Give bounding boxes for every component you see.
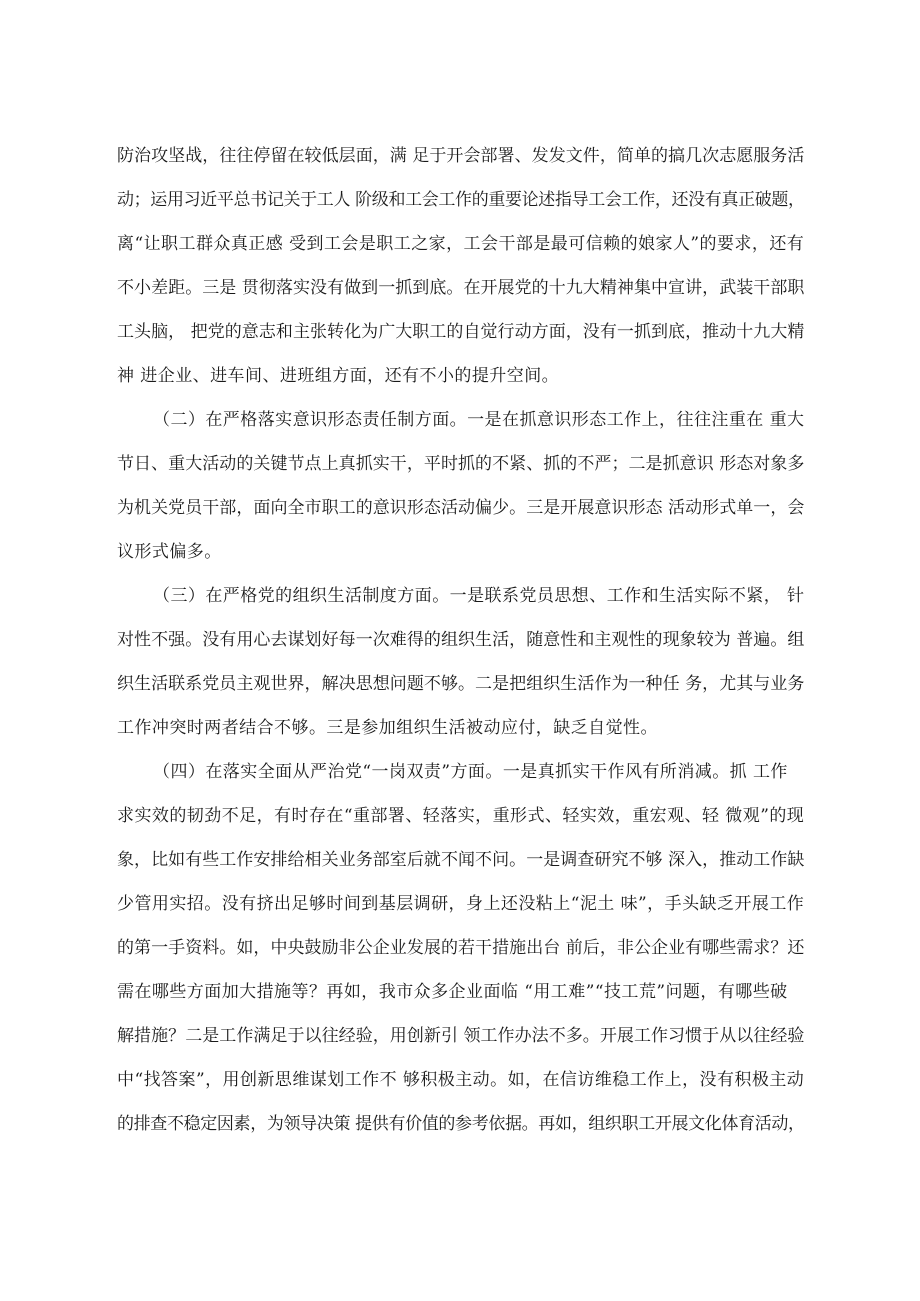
- body-text-line: 离“让职工群众真正感 受到工会是职工之家，工会干部是最可信赖的娘家人”的要求，还有: [117, 234, 805, 254]
- body-text-line: 工作冲突时两者结合不够。三是参加组织生活被动应付，缺乏自觉性。: [117, 718, 658, 738]
- body-text-line: 防治攻坚战，往往停留在较低层面，满 足于开会部署、发发文件，简单的搞几次志愿服务活: [117, 146, 805, 166]
- body-text-line: 的排查不稳定因素，为领导决策 提供有价值的参考依据。再如，组织职工开展文化体育活动，: [117, 1114, 805, 1134]
- body-text-line: 中“找答案”，用创新思维谋划工作不 够积极主动。如，在信访维稳工作上，没有积极主动: [117, 1070, 805, 1090]
- body-text-line: 求实效的韧劲不足，有时存在“重部署、轻落实，重形式、轻实效，重宏观、轻 微观”的现: [117, 806, 805, 826]
- body-text-line: 需在哪些方面加大措施等？再如，我市众多企业面临 “用工难”“技工荒”问题，有哪些破: [117, 982, 788, 1002]
- body-text-line: 对性不强。没有用心去谋划好每一次难得的组织生活，随意性和主观性的现象较为 普遍。组: [117, 630, 805, 650]
- body-text-line: 议形式偏多。: [117, 542, 222, 562]
- body-text-line: 不小差距。三是 贯彻落实没有做到一抓到底。在开展党的十九大精神集中宣讲，武装干部职: [117, 278, 805, 298]
- body-text-line: 神 进企业、进车间、进班组方面，还有不小的提升空间。: [117, 366, 560, 386]
- body-text-line: 节日、重大活动的关键节点上真抓实干，平时抓的不紧、抓的不严；二是抓意识 形态对象多: [117, 454, 805, 474]
- paragraph-heading-2: （二）在严格落实意识形态责任制方面。一是在抓意识形态工作上，往往注重在 重大: [153, 410, 805, 430]
- body-text-line: 象，比如有些工作安排给相关业务部室后就不闻不问。一是调查研究不够 深入，推动工作缺: [117, 850, 805, 870]
- body-text-line: 解措施？二是工作满足于以往经验，用创新引 领工作办法不多。开展工作习惯于从以往经验: [117, 1026, 805, 1046]
- body-text-line: 织生活联系党员主观世界，解决思想问题不够。二是把组织生活作为一种任 务，尤其与业务: [117, 674, 805, 694]
- body-text-line: 动；运用习近平总书记关于工人 阶级和工会工作的重要论述指导工会工作，还没有真正破题，: [117, 190, 805, 210]
- body-text-line: 为机关党员干部，面向全市职工的意识形态活动偏少。三是开展意识形态 活动形式单一，会: [117, 498, 805, 518]
- paragraph-heading-4: （四）在落实全面从严治党“一岗双责”方面。一是真抓实干作风有所消减。抓 工作: [153, 762, 788, 782]
- body-text-line: 工头脑， 把党的意志和主张转化为广大职工的自觉行动方面，没有一抓到底，推动十九大精: [117, 322, 805, 342]
- body-text-line: 的第一手资料。如，中央鼓励非公企业发展的若干措施出台 前后，非公企业有哪些需求？还: [117, 938, 805, 958]
- body-text-line: 少管用实招。没有挤出足够时间到基层调研，身上还没粘上“泥土 味”，手头缺乏开展工作: [117, 894, 805, 914]
- paragraph-heading-3: （三）在严格党的组织生活制度方面。一是联系党员思想、工作和生活实际不紧， 针: [153, 586, 805, 606]
